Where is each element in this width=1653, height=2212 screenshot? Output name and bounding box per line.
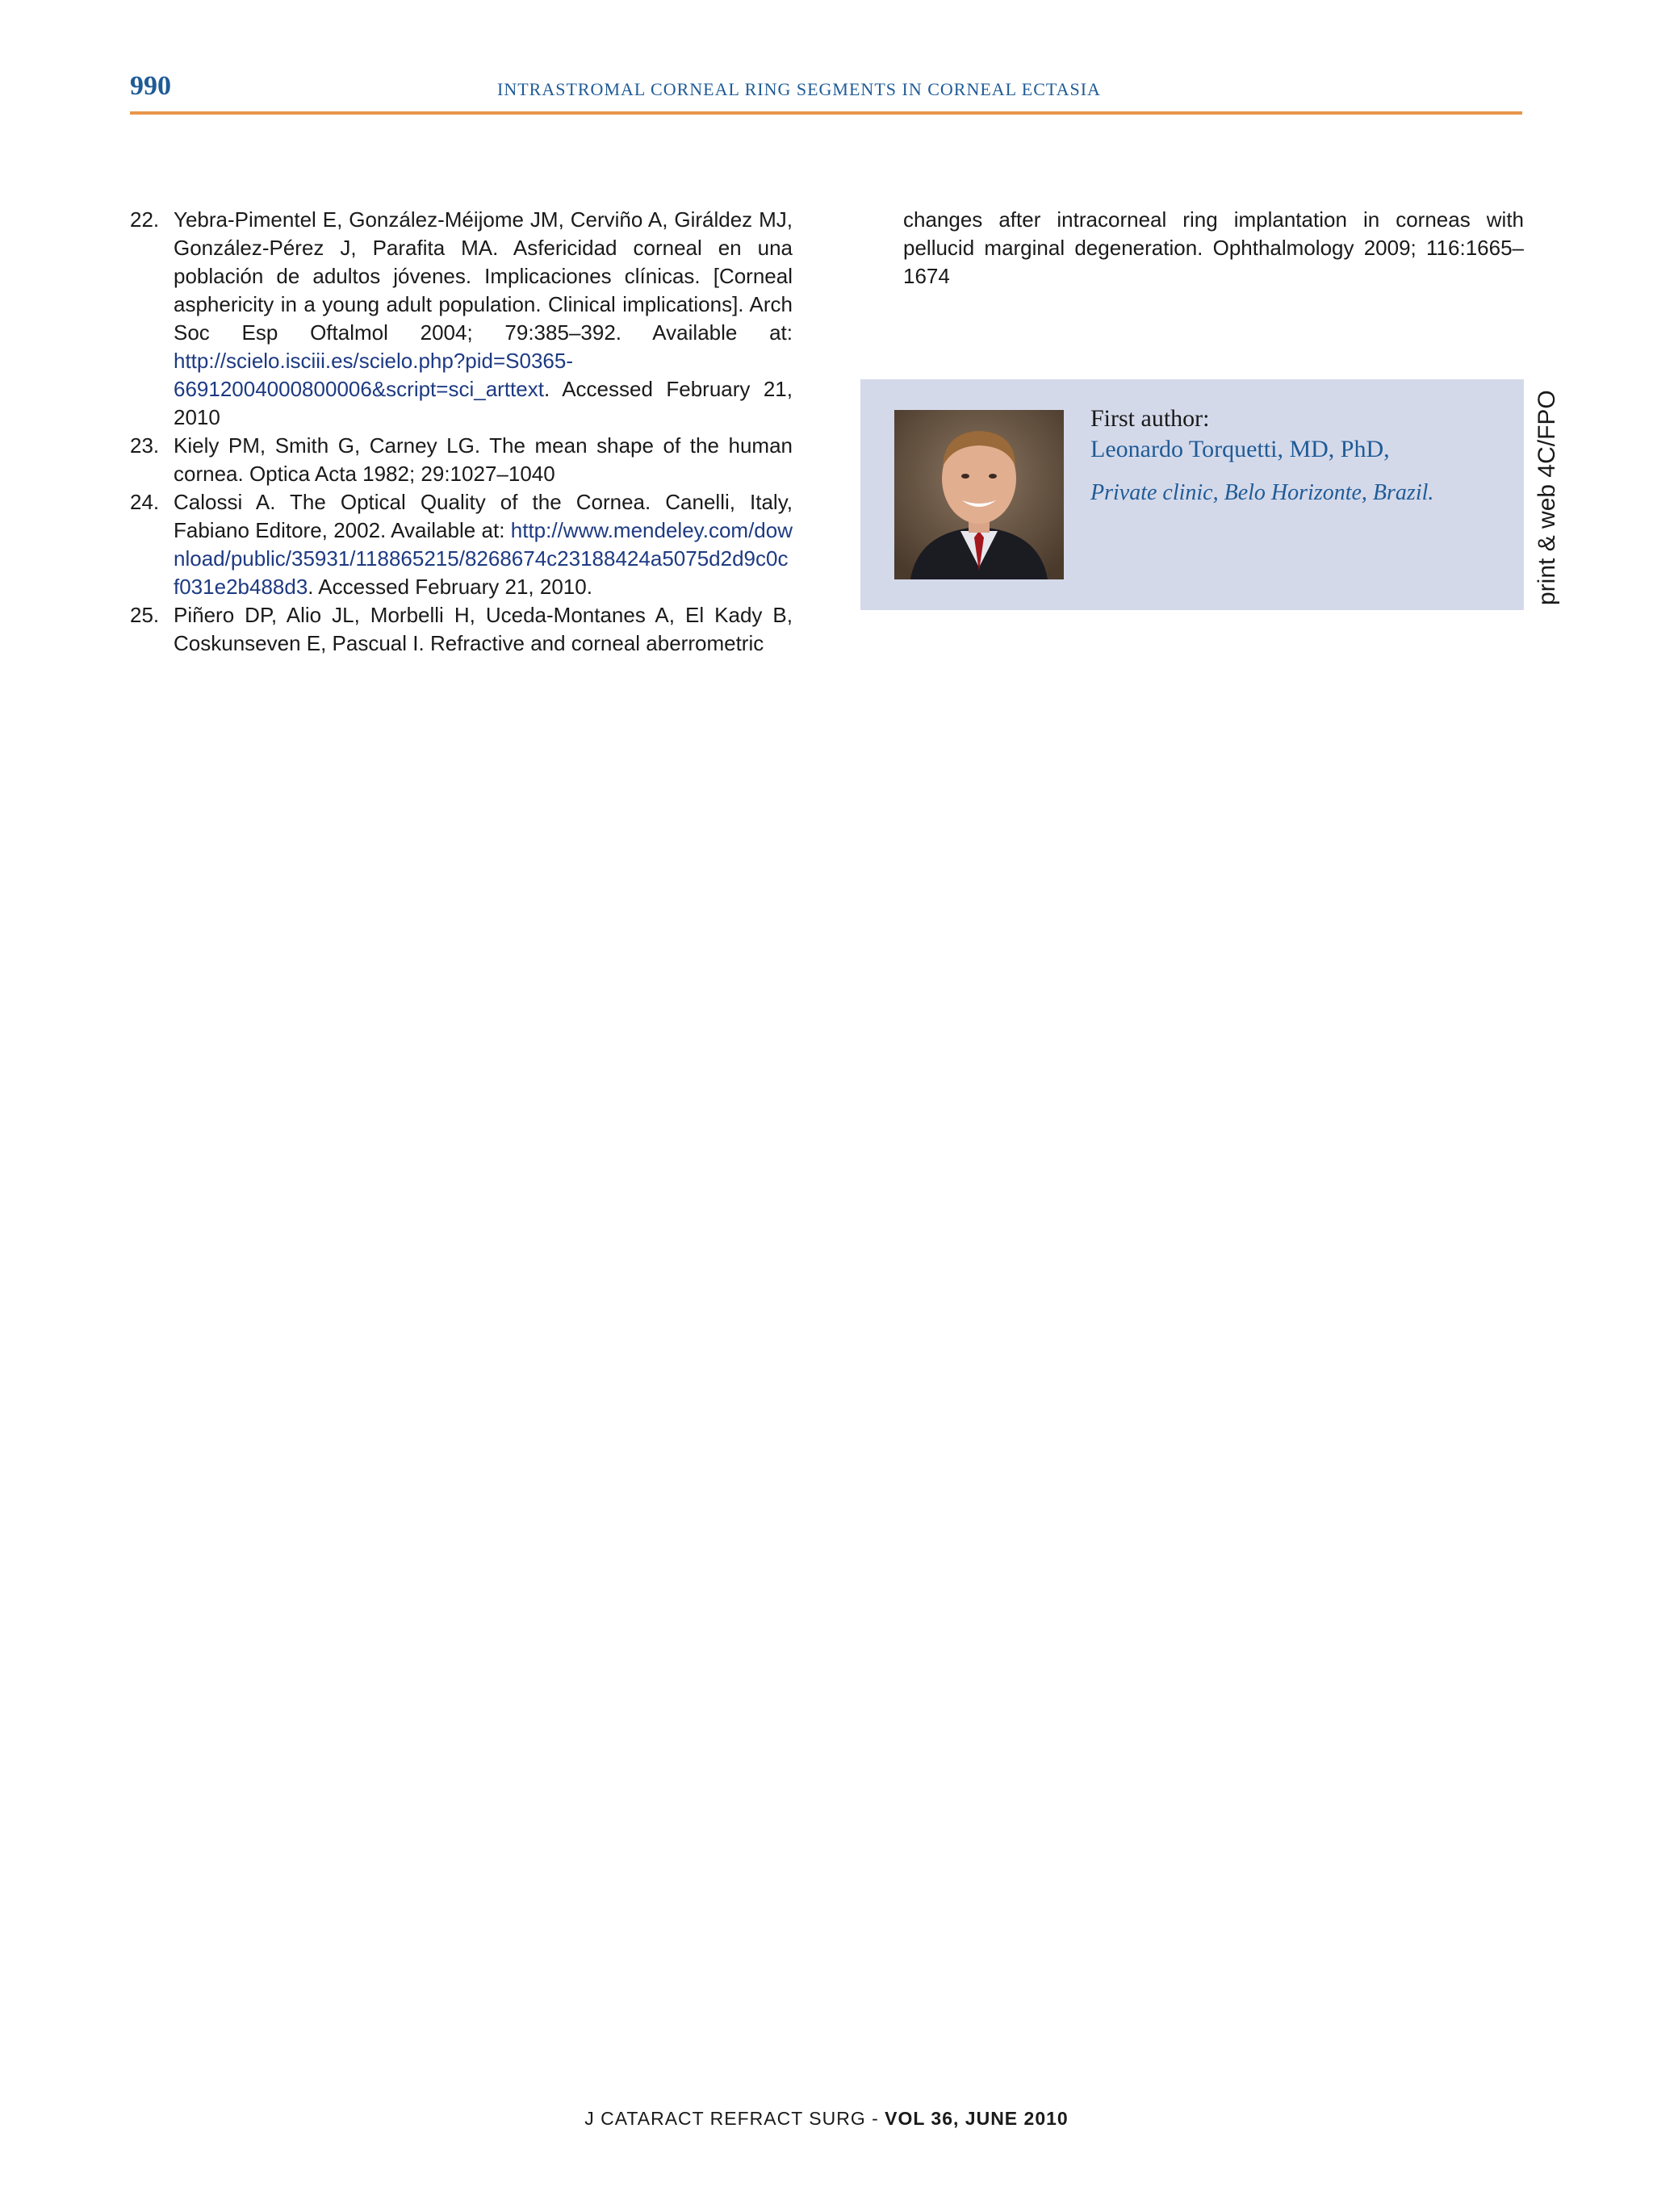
reference-number: 24. bbox=[130, 490, 160, 514]
page-footer bbox=[0, 2108, 1653, 2130]
running-title: INTRASTROMAL CORNEAL RING SEGMENTS IN CORNEAL ECTASIA bbox=[497, 79, 1101, 99]
reference-link[interactable]: http://www.mendeley.com/download/public/35931/118865215/8268674c23188424a5075d2d9c0cf031e2b488d3 bbox=[174, 518, 793, 599]
reference-text-after: . Accessed February 21, 2010. bbox=[308, 575, 592, 599]
reference-text-after: . Accessed February 21, 2010 bbox=[174, 377, 793, 429]
first-author-name: Leonardo Torquetti, MD, PhD, bbox=[1090, 436, 1390, 462]
reference-continuation-column bbox=[903, 206, 1524, 291]
reference-continuation: changes after intracorneal ring implantation in corneas with pellucid marginal degeneration. Ophthalmology 2009; 116:1665–1674 bbox=[903, 207, 1524, 288]
author-portrait-icon bbox=[894, 410, 1064, 579]
reference-item bbox=[130, 206, 793, 432]
first-author-label: First author: bbox=[1090, 405, 1210, 432]
reference-item bbox=[130, 432, 793, 488]
reference-text: Kiely PM, Smith G, Carney LG. The mean shape of the human cornea. Optica Acta 1982; 29:1027–1040 bbox=[174, 433, 793, 486]
reference-number: 23. bbox=[130, 433, 160, 458]
author-photo bbox=[894, 410, 1064, 579]
side-note: print & web 4C/FPO bbox=[1534, 390, 1560, 605]
footer-volume: VOL 36, JUNE 2010 bbox=[885, 2108, 1069, 2129]
page-header bbox=[130, 69, 1522, 115]
reference-text: Yebra-Pimentel E, González-Méijome JM, Cerviño A, Giráldez MJ, González-Pérez J, Parafita MA. Asfericidad corneal en una población de adultos jóvenes. Implicaciones clínicas. [Corneal asphericity in a young adult population. Clinical implications]. Arch Soc Esp Oftalmol 2004; 79:385–392. Available at: bbox=[174, 207, 793, 345]
reference-text: Calossi A. The Optical Quality of the Cornea. Canelli, Italy, Fabiano Editore, 2002. Available at: bbox=[174, 490, 793, 542]
reference-number: 22. bbox=[130, 207, 160, 232]
first-author-affiliation: Private clinic, Belo Horizonte, Brazil. bbox=[1090, 480, 1434, 505]
reference-text: Piñero DP, Alio JL, Morbelli H, Uceda-Montanes A, El Kady B, Coskunseven E, Pascual I. Refractive and corneal aberrometric bbox=[174, 603, 793, 655]
author-info bbox=[1090, 404, 1510, 508]
reference-link[interactable]: http://scielo.isciii.es/scielo.php?pid=S0365-66912004000800006&script=sci_arttext bbox=[174, 349, 574, 401]
reference-number: 25. bbox=[130, 603, 160, 627]
first-author-box bbox=[860, 379, 1524, 610]
footer-journal: J CATARACT REFRACT SURG - bbox=[584, 2108, 885, 2129]
reference-list bbox=[130, 206, 793, 658]
page-number: 990 bbox=[130, 71, 171, 101]
reference-item bbox=[130, 488, 793, 601]
reference-item bbox=[130, 601, 793, 658]
